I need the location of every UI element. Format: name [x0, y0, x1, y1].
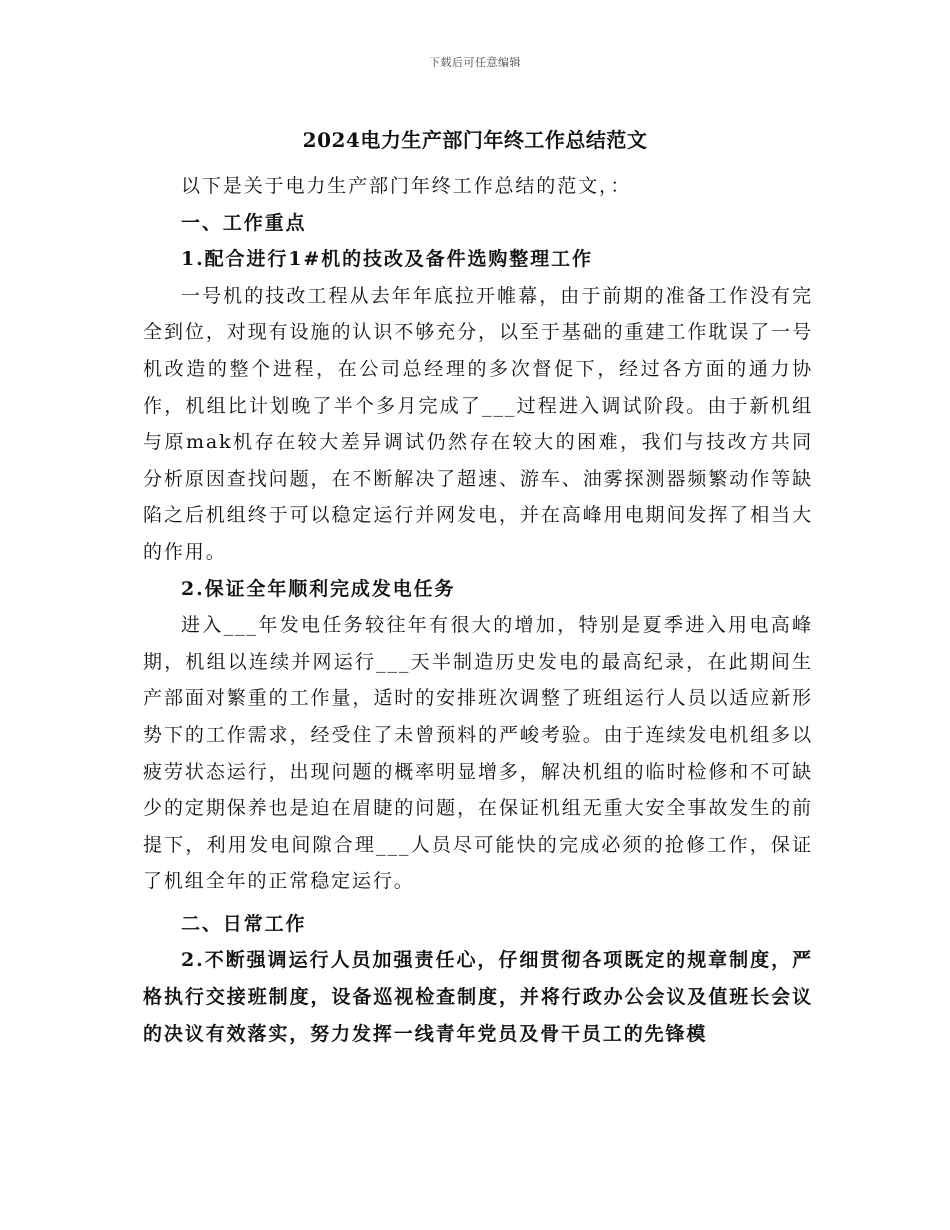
subheading-unit1-retrofit: 1.配合进行1#机的技改及备件选购整理工作 — [181, 248, 593, 271]
subheading-generation-task: 2.保证全年顺利完成发电任务 — [181, 577, 456, 600]
paragraph-daily-work-responsibility: 2.不断强调运行人员加强责任心，仔细贯彻各项既定的规章制度，严格执行交接班制度，设备巡视检查制度，并将行政办公会议及值班长会议的决议有效落实，努力发挥一线青年党员及骨干员工的先锋模 — [143, 949, 813, 1045]
header-note: 下载后可任意编辑 — [429, 56, 521, 69]
document-body — [143, 168, 813, 1052]
paragraph-unit1-retrofit: 一号机的技改工程从去年年底拉开帷幕，由于前期的准备工作没有完全到位，对现有设施的认识不够充分，以至于基础的重建工作耽误了一号机改造的整个进程，在公司总经理的多次督促下，经过各方面的通力协作，机组比计划晚了半个多月完成了___过程进入调试阶段。由于新机组与原mak机存在较大差异调试仍然存在较大的困难，我们与技改方共同分析原因查找问题，在不断解决了超速、游车、油雾探测器频繁动作等缺陷之后机组终于可以稳定运行并网发电，并在高峰用电期间发挥了相当大的作用。 — [143, 284, 813, 563]
section-heading-daily-work: 二、日常工作 — [181, 912, 307, 935]
section-heading-key-work: 一、工作重点 — [181, 211, 307, 234]
paragraph-generation-task: 进入___年发电任务较往年有很大的增加，特别是夏季进入用电高峰期，机组以连续并网运行___天半制造历史发电的最高纪录，在此期间生产部面对繁重的工作量，适时的安排班次调整了班组运行人员以适应新形势下的工作需求，经受住了未曾预料的严峻考验。由于连续发电机组多以疲劳状态运行，出现问题的概率明显增多，解决机组的临时检修和不可缺少的定期保养也是迫在眉睫的问题，在保证机组无重大安全事故发生的前提下，利用发电间隙合理___人员尽可能快的完成必须的抢修工作，保证了机组全年的正常稳定运行。 — [143, 614, 813, 893]
intro-paragraph: 以下是关于电力生产部门年终工作总结的范文，： — [181, 175, 632, 197]
document-title: 2024电力生产部门年终工作总结范文 — [302, 128, 648, 152]
